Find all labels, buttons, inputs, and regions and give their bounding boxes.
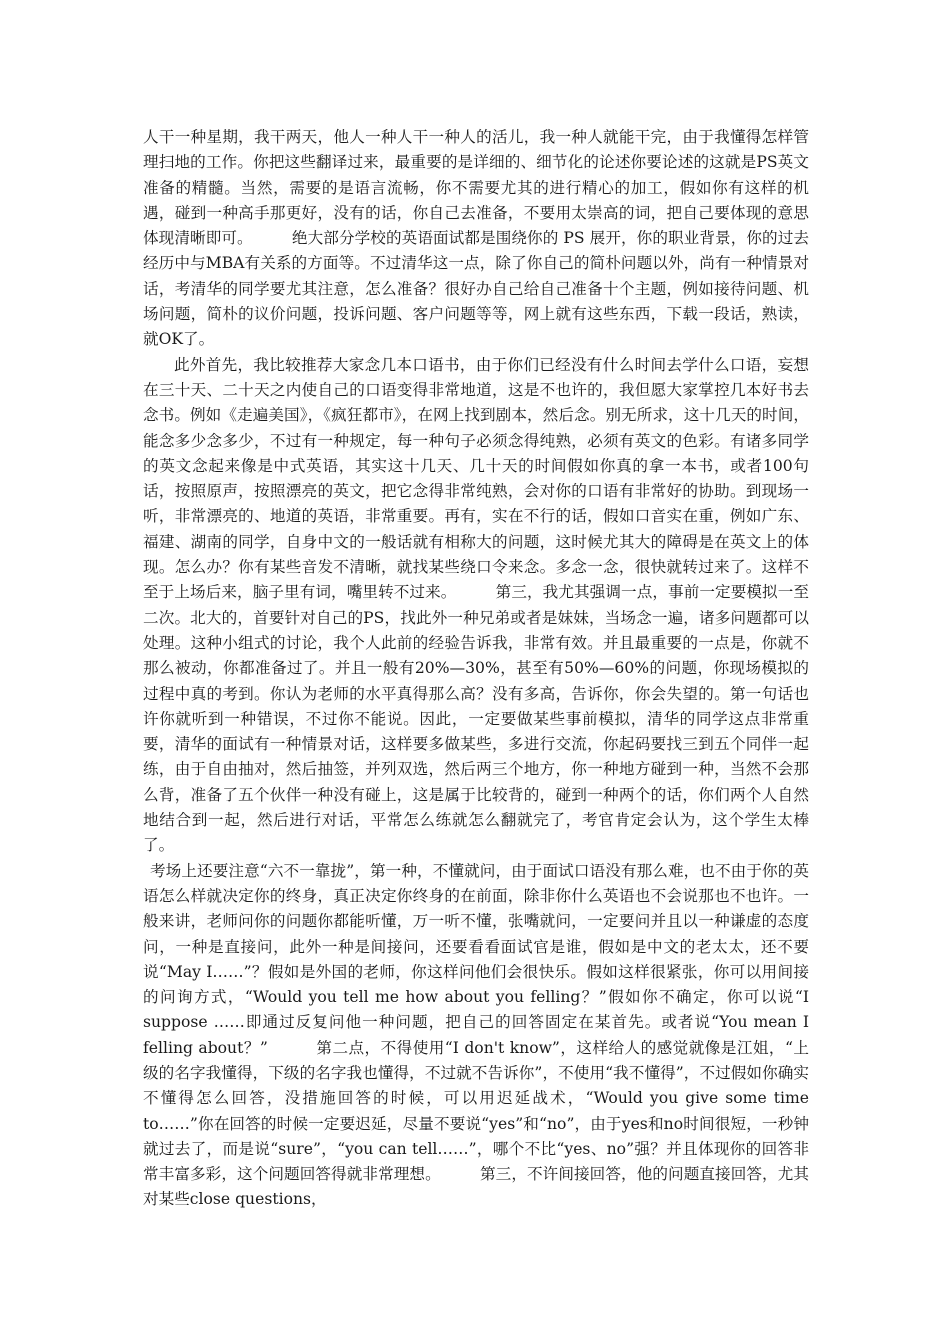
paragraph-2: 此外首先，我比较推荐大家念几本口语书，由于你们已经没有什么时间去学什么口语，妄想在三十天、二十天之内使自己的口语变得非常地道，这是不也许的，我但愿大家掌控几本好书去念书。例如《走遍美国》，《疯狂都市》，在网上找到剧本，然后念。别无所求，这十几天的时间，能念多少念多少，不过有一种规定，每一种句子必须念得纯熟，必须有英文的色彩。有诸多同学的英文念起来像是中式英语，其实这十几天、几十天的时间假如你真的拿一本书，或者100句话，按照原声，按照漂亮的英文，把它念得非常纯熟，会对你的口语有非常好的协助。到现场一听，非常漂亮的、地道的英语，非常重要。再有，实在不行的话，假如口音实在重，例如广东、福建、湖南的同学，自身中文的一般话就有相称大的问题，这时候尤其大的障碍是在英文上的体现。怎么办？你有某些音发不清晰，就找某些绕口令来念。多念一念，很快就转过来了。这样不至于上场后来，脑子里有词，嘴里转不过来。 第三，我尤其强调一点，事前一定要模拟一至二次。北大的，首要针对自己的PS，找此外一种兄弟或者是妹妹，当场念一遍，诸多问题都可以处理。这种小组式的讨论，我个人此前的经验告诉我，非常有效。并且最重要的一点是，你就不那么被动，你都准备过了。并且一般有20%—30%，甚至有50%—60%的问题，你现场模拟的过程中真的考到。你认为老师的水平真得那么高？没有多高，告诉你，你会失望的。第一句话也许你就听到一种错误，不过你不能说。因此，一定要做某些事前模拟，清华的同学这点非常重要，清华的面试有一种情景对话，这样要多做某些，多进行交流，你起码要找三到五个同伴一起练，由于自由抽对，然后抽签，并列双选，然后两三个地方，你一种地方碰到一种，当然不会那么背，准备了五个伙伴一种没有碰上，这是属于比较背的，碰到一种两个的话，你们两个人自然地结合到一起，然后进行对话，平常怎么练就怎么翻就完了，考官肯定会认为，这个学生太棒了。	[143, 355, 809, 855]
paragraph-3: 考场上还要注意“六不一靠拢”，第一种，不懂就问，由于面试口语没有那么难，也不由于你的英语怎么样就决定你的终身，真正决定你终身的在前面，除非你什么英语也不会说那也不也许。一般来讲，老师问你的问题你都能听懂，万一听不懂，张嘴就问，一定要问并且以一种谦虚的态度问，一种是直接问，此外一种是间接问，还要看看面试官是谁，假如是中文的老太太，还不要说“May I……”？假如是外国的老师，你这样问他们会很快乐。假如这样很紧张，你可以用间接的问询方式，“Would you tell me how about you felling？”假如你不确定，你可以说“I suppose ……即通过反复问他一种问题，把自己的回答固定在某首先。或者说“You mean I felling about？” 第二点，不得使用“I don't know”，这样给人的感觉就像是江姐，“上级的名字我懂得，下级的名字我也懂得，不过就不告诉你”，不使用“我不懂得”，不过假如你确实不懂得怎么回答，没措施回答的时候，可以用迟延战术，“Would you give some time to……”你在回答的时候一定要迟延，尽量不要说“yes”和“no”，由于yes和no时间很短，一秒钟就过去了，而是说“sure”，“you can tell……”，哪个不比“yes、no”强？并且体现你的回答非常丰富多彩，这个问题回答得就非常理想。 第三，不许间接回答，他的问题直接回答，尤其对某些close questions，	[143, 861, 809, 1209]
paragraph-1: 人干一种星期，我干两天，他人一种人干一种人的活儿，我一种人就能干完，由于我懂得怎样管理扫地的工作。你把这些翻译过来，最重要的是详细的、细节化的论述你要论述的这就是PS英文准备的精髓。当然，需要的是语言流畅，你不需要尤其的进行精心的加工，假如你有这样的机遇，碰到一种高手那更好，没有的话，你自己去准备，不要用太崇高的词，把自己要体现的意思体现清晰即可。 绝大部分学校的英语面试都是围绕你的 PS 展开，你的职业背景，你的过去经历中与MBA有关系的方面等。不过清华这一点，除了你自己的简朴问题以外，尚有一种情景对话，考清华的同学要尤其注意，怎么准备？很好办自己给自己准备十个主题，例如接待问题、机场问题，简朴的议价问题，投诉问题、客户问题等等，网上就有这些东西，下载一段话，熟读，就OK了。	[143, 128, 809, 349]
document-body	[143, 125, 809, 1213]
